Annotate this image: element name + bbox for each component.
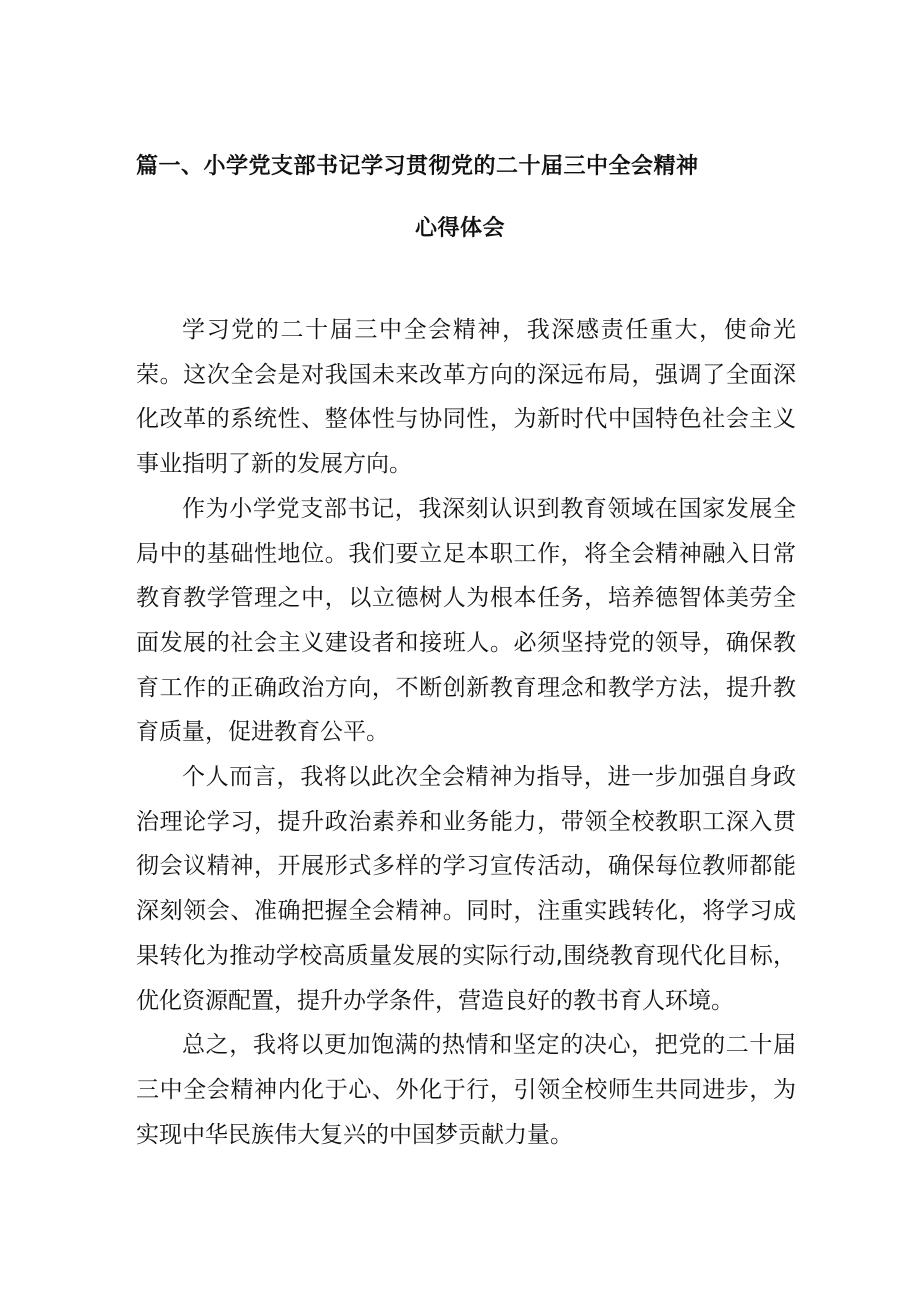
document-title-line-1: 篇一、小学党支部书记学习贯彻党的二十届三中全会精神 bbox=[136, 154, 699, 179]
paragraph-2: 作为小学党支部书记，我深刻认识到教育领域在国家发展全局中的基础性地位。我们要立足本职工作，将全会精神融入日常教育教学管理之中，以立德树人为根本任务，培养德智体美劳全面发展的社会主义建设者和接班人。必须坚持党的领导，确保教育工作的正确政治方向，不断创新教育理念和教学方法，提升教育质量，促进教育公平。 bbox=[136, 495, 796, 746]
paragraph-3: 个人而言，我将以此次全会精神为指导，进一步加强自身政治理论学习，提升政治素养和业务能力，带领全校教职工深入贯彻会议精神，开展形式多样的学习宣传活动，确保每位教师都能深刻领会、准确把握全会精神。同时，注重实践转化，将学习成果转化为推动学校高质量发展的实际行动,围绕教育现代化目标，优化资源配置，提升办学条件，营造良好的教书育人环境。 bbox=[136, 764, 796, 1014]
paragraph-4: 总之，我将以更加饱满的热情和坚定的决心，把党的二十届三中全会精神内化于心、外化于行，引领全校师生共同进步，为实现中华民族伟大复兴的中国梦贡献力量。 bbox=[136, 1032, 796, 1148]
paragraph-1: 学习党的二十届三中全会精神，我深感责任重大，使命光荣。这次全会是对我国未来改革方向的深远布局，强调了全面深化改革的系统性、整体性与协同性，为新时代中国特色社会主义事业指明了新的发展方向。 bbox=[136, 317, 796, 478]
document-title-line-2: 心得体会 bbox=[414, 216, 505, 241]
document-body bbox=[136, 308, 796, 1157]
